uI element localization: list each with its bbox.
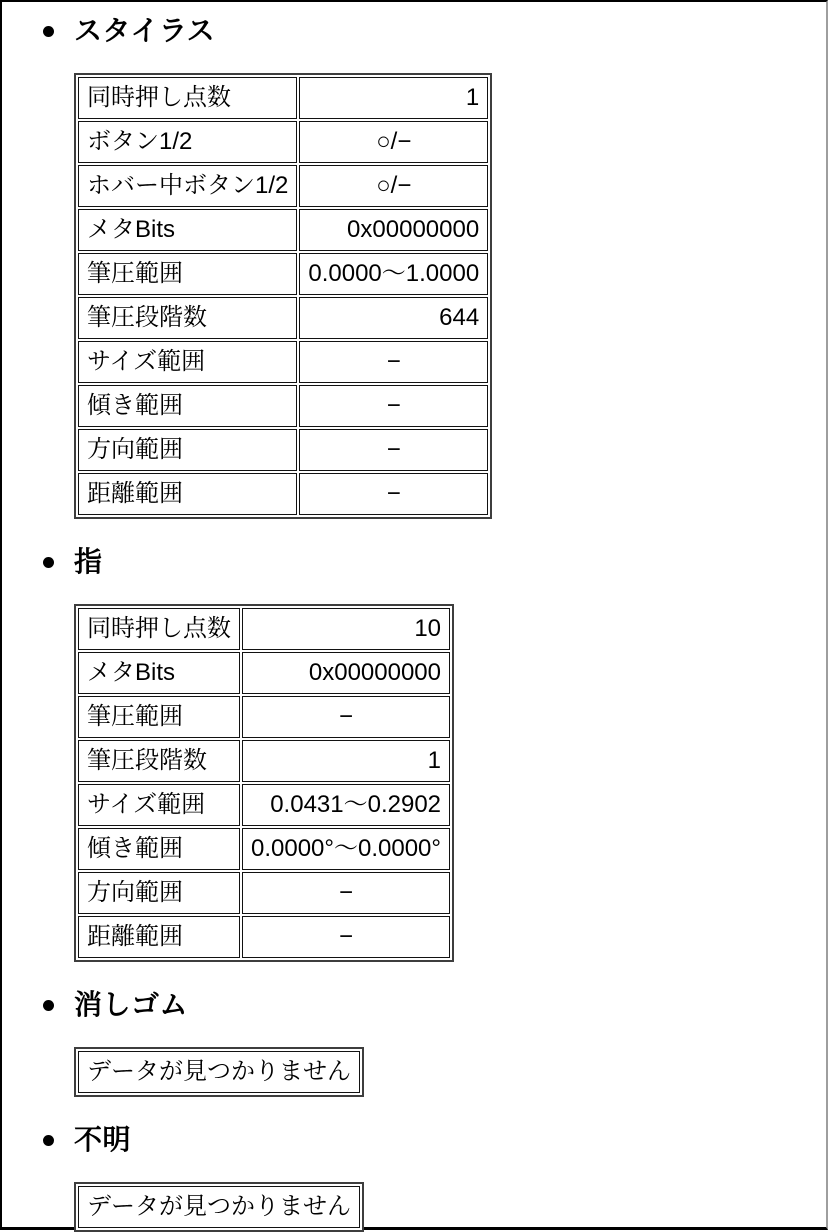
row-label: メタBits: [78, 652, 240, 694]
row-label: 筆圧段階数: [78, 740, 240, 782]
row-label: 筆圧段階数: [78, 297, 297, 339]
row-value: 644: [299, 297, 488, 339]
section-body: [74, 1047, 826, 1097]
row-label: 同時押し点数: [78, 608, 240, 650]
table-row: [78, 253, 488, 295]
table-row: [78, 1186, 360, 1228]
table-row: [78, 1051, 360, 1093]
row-value: −: [242, 696, 450, 738]
no-data-box: [74, 1182, 364, 1232]
table-row: [78, 872, 450, 914]
row-value: 1: [299, 77, 488, 119]
row-value: −: [299, 429, 488, 471]
section-heading: [74, 546, 826, 578]
no-data-box: [74, 1047, 364, 1097]
row-value: −: [299, 341, 488, 383]
no-data-message: データが見つかりません: [78, 1186, 360, 1228]
table-row: [78, 784, 450, 826]
table-row: [78, 341, 488, 383]
table-row: [78, 209, 488, 251]
table-row: [78, 473, 488, 515]
row-label: 方向範囲: [78, 429, 297, 471]
row-value: 0.0000〜1.0000: [299, 253, 488, 295]
table-row: [78, 77, 488, 119]
row-label: 筆圧範囲: [78, 253, 297, 295]
section-body: [74, 73, 826, 519]
section-title: スタイラス: [74, 15, 216, 46]
row-value: 1: [242, 740, 450, 782]
device-info-table: [74, 73, 492, 519]
bullet-icon: [43, 1000, 54, 1011]
row-label: ホバー中ボタン1/2: [78, 165, 297, 207]
section: [74, 1124, 826, 1232]
section: [74, 15, 826, 519]
row-value: 0x00000000: [299, 209, 488, 251]
table-row: [78, 297, 488, 339]
row-label: サイズ範囲: [78, 784, 240, 826]
section-heading: [74, 1124, 826, 1156]
row-value: 10: [242, 608, 450, 650]
row-value: 0x00000000: [242, 652, 450, 694]
section-heading: [74, 989, 826, 1021]
section-title: 不明: [74, 1124, 132, 1155]
section: [74, 546, 826, 962]
bullet-icon: [43, 557, 54, 568]
sections-list: [2, 2, 826, 1232]
row-label: 方向範囲: [78, 872, 240, 914]
row-label: サイズ範囲: [78, 341, 297, 383]
row-label: 傾き範囲: [78, 385, 297, 427]
section-title: 消しゴム: [74, 989, 189, 1020]
row-value: −: [299, 385, 488, 427]
bullet-icon: [43, 1135, 54, 1146]
row-value: −: [242, 916, 450, 958]
row-label: ボタン1/2: [78, 121, 297, 163]
row-value: 0.0431〜0.2902: [242, 784, 450, 826]
table-row: [78, 652, 450, 694]
row-label: 傾き範囲: [78, 828, 240, 870]
section-heading: [74, 15, 826, 47]
row-value: ○/−: [299, 121, 488, 163]
bullet-icon: [43, 26, 54, 37]
row-value: −: [242, 872, 450, 914]
section-body: [74, 1182, 826, 1232]
table-row: [78, 165, 488, 207]
section: [74, 989, 826, 1097]
table-row: [78, 121, 488, 163]
row-value: ○/−: [299, 165, 488, 207]
table-row: [78, 385, 488, 427]
device-info-table: [74, 604, 454, 962]
row-label: 同時押し点数: [78, 77, 297, 119]
table-row: [78, 608, 450, 650]
table-row: [78, 740, 450, 782]
row-value: 0.0000°〜0.0000°: [242, 828, 450, 870]
row-label: 距離範囲: [78, 916, 240, 958]
section-title: 指: [74, 546, 103, 577]
table-row: [78, 696, 450, 738]
no-data-message: データが見つかりません: [78, 1051, 360, 1093]
row-label: 筆圧範囲: [78, 696, 240, 738]
table-row: [78, 828, 450, 870]
section-body: [74, 604, 826, 962]
table-row: [78, 916, 450, 958]
row-value: −: [299, 473, 488, 515]
row-label: 距離範囲: [78, 473, 297, 515]
table-row: [78, 429, 488, 471]
row-label: メタBits: [78, 209, 297, 251]
